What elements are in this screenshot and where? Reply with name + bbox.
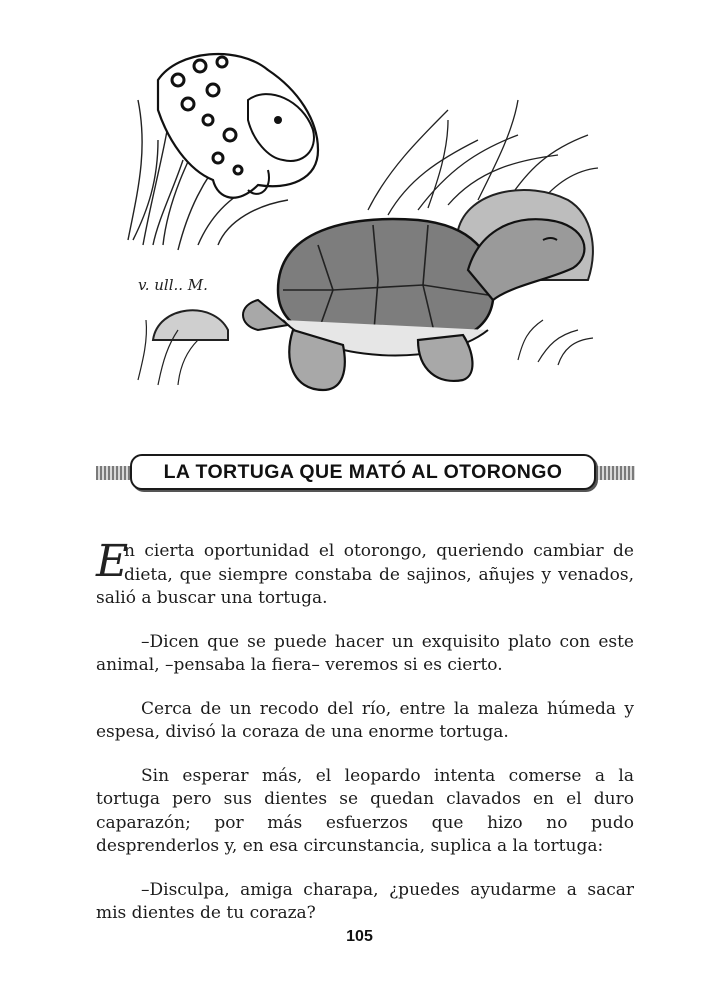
story-paragraph-2: –Dicen que se puede hacer un exquisito plato con este animal, –pensaba la fiera– veremos si es cierto. [96,631,634,675]
story-title: LA TORTUGA QUE MATÓ AL OTORONGO [163,460,563,483]
story-paragraph-5: –Disculpa, amiga charapa, ¿puedes ayudarme a sacar mis dientes de tu coraza? [96,879,634,923]
turtle-figure [243,219,584,390]
page-number: 105 [346,928,373,945]
story-illustration [118,40,608,420]
story-paragraph-4: Sin esperar más, el leopardo intenta comerse a la tortuga pero sus dientes se quedan clavados en el duro caparazón; por más esfuerzos que hizo no pudo desprenderlos y, en esa circunstancia, suplica a la tortuga: [96,765,634,856]
artist-signature: v. ull.. M. [138,276,208,294]
rock-left [153,310,228,340]
story-paragraph-3: Cerca de un recodo del río, entre la maleza húmeda y espesa, divisó la coraza de una enorme tortuga. [96,698,634,742]
story-paragraph-1 [96,536,634,611]
title-frame [130,454,596,490]
paragraph-1-text: n cierta oportunidad el otorongo, queriendo cambiar de dieta, que siempre constaba de sajinos, añujes y venados, salió a buscar una tortuga. [96,541,634,608]
story-text [96,536,634,926]
leopard-and-turtle-drawing [118,40,608,420]
story-title-band [96,454,635,494]
drop-cap: E [96,536,129,587]
